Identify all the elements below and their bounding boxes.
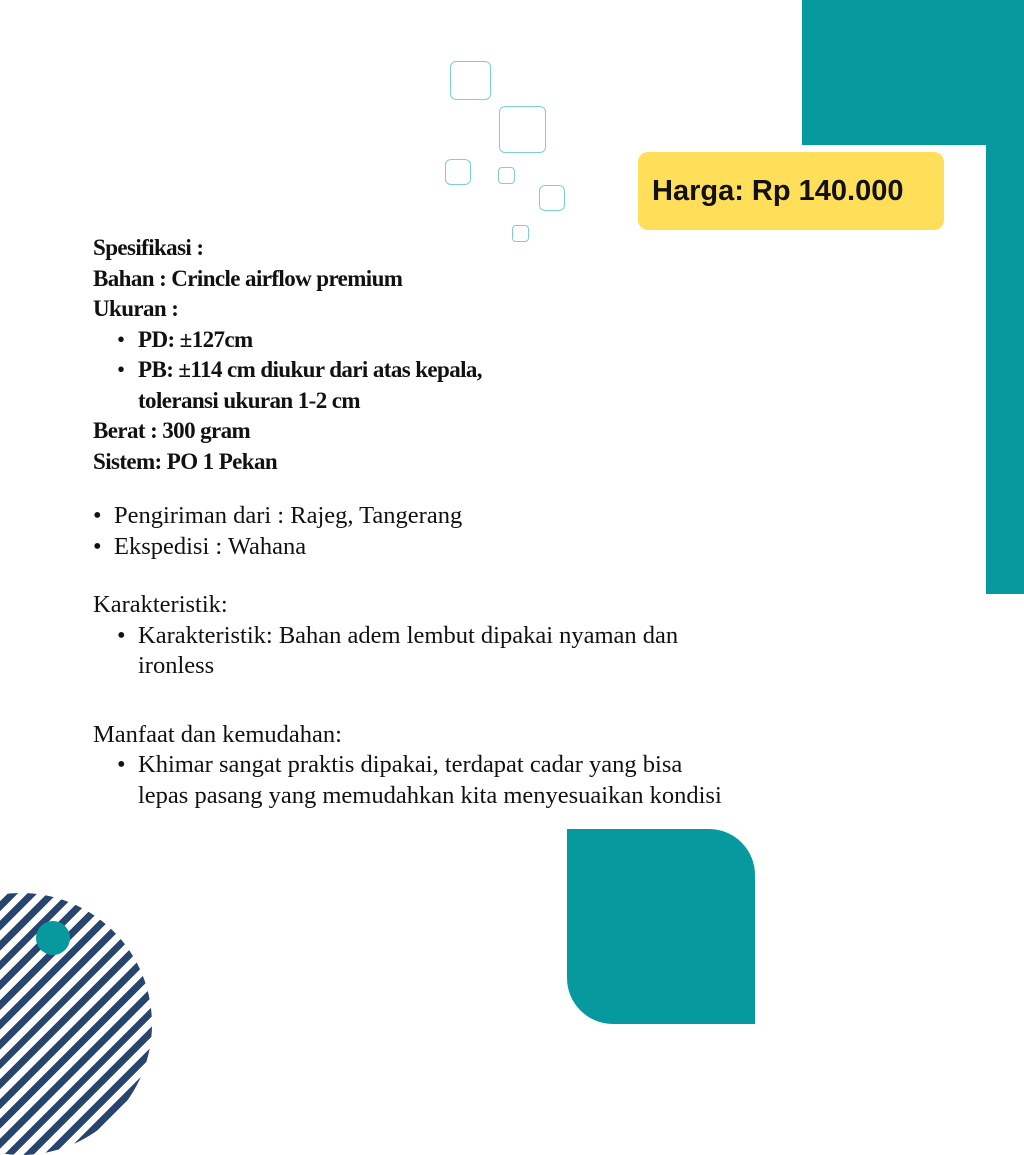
striped-circle-decoration bbox=[0, 893, 152, 1155]
spec-bahan: Bahan : Crincle airflow premium bbox=[93, 265, 403, 291]
spec-berat: Berat : 300 gram bbox=[93, 418, 251, 443]
manfaat-section bbox=[93, 720, 753, 812]
spec-heading: Spesifikasi : bbox=[93, 235, 204, 260]
teal-dot-decoration bbox=[36, 921, 70, 955]
teal-side-bar bbox=[986, 145, 1024, 594]
manfaat-list bbox=[93, 750, 753, 811]
teal-corner-block bbox=[802, 0, 1024, 145]
ukuran-list bbox=[93, 325, 753, 417]
outline-square-decoration bbox=[498, 167, 515, 184]
list-item: • Pengiriman dari : Rajeg, Tangerang bbox=[93, 501, 753, 532]
list-item: • Khimar sangat praktis dipakai, terdapat cadar yang bisa lepas pasang yang memudahkan kita menyesuaikan kondisi bbox=[93, 750, 738, 811]
list-item: • PD: ±127cm bbox=[93, 325, 753, 356]
manfaat-heading: Manfaat dan kemudahan: bbox=[93, 720, 342, 748]
karakteristik-section bbox=[93, 590, 753, 682]
outline-square-decoration bbox=[499, 106, 546, 153]
list-item: • Karakteristik: Bahan adem lembut dipakai nyaman dan ironless bbox=[93, 621, 738, 682]
spec-section bbox=[93, 233, 753, 477]
spec-sistem: Sistem: PO 1 Pekan bbox=[93, 448, 278, 474]
outline-square-decoration bbox=[450, 61, 491, 100]
product-description bbox=[93, 233, 753, 811]
shipping-list bbox=[93, 501, 753, 562]
outline-square-decoration bbox=[445, 159, 471, 185]
karakteristik-list bbox=[93, 621, 753, 682]
price-badge bbox=[638, 152, 944, 230]
outline-square-decoration bbox=[539, 185, 565, 211]
karakteristik-heading: Karakteristik: bbox=[93, 591, 228, 618]
teal-bottom-block bbox=[567, 829, 755, 1024]
list-item: • PB: ±114 cm diukur dari atas kepala, toleransi ukuran 1-2 cm bbox=[93, 355, 558, 416]
list-item: • Ekspedisi : Wahana bbox=[93, 532, 753, 563]
price-label: Harga: Rp 140.000 bbox=[652, 174, 904, 207]
spec-ukuran-label: Ukuran : bbox=[93, 296, 179, 321]
